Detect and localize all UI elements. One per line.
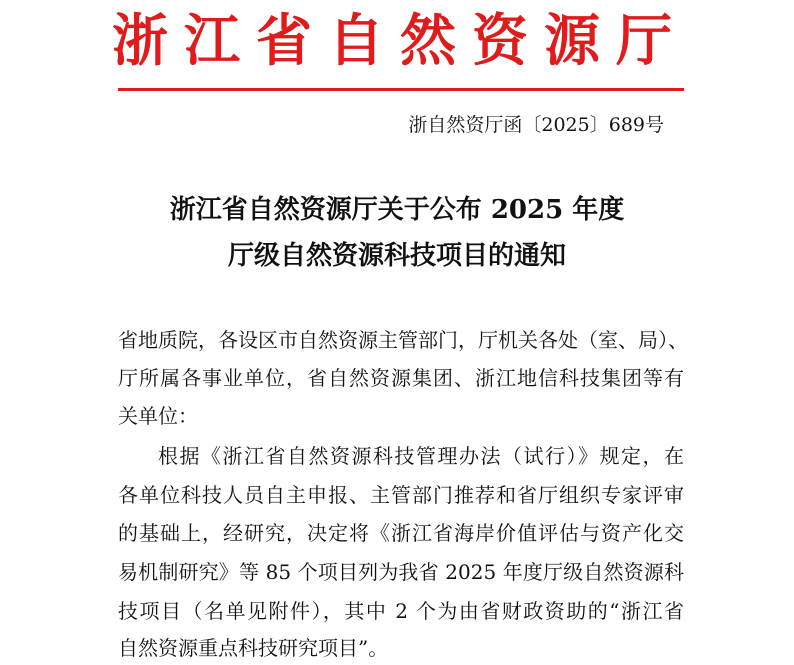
body-paragraph-line: 的基础上，经研究，决定将《浙江省海岸价值评估与资产化交: [118, 521, 684, 545]
red-divider-line: [118, 88, 684, 91]
notice-title-line-1: 浙江省自然资源厅关于公布 2025 年度: [169, 195, 625, 225]
addressee-line: 厅所属各事业单位，省自然资源集团、浙江地信科技集团等有: [118, 366, 684, 390]
addressee-line: 关单位：: [118, 404, 198, 428]
body-paragraph-line: 各单位科技人员自主申报、主管部门推荐和省厅组织专家评审: [118, 483, 684, 507]
issuing-authority-masthead: 浙江省自然资源厅: [112, 9, 688, 74]
notice-title-line-2: 厅级自然资源科技项目的通知: [227, 241, 566, 271]
body-paragraph-line: 自然资源重点科技研究项目”。: [118, 636, 389, 660]
document-number: 浙自然资厅函〔2025〕689号: [408, 114, 664, 136]
body-paragraph-line: 技项目（名单见附件），其中 2 个为由省财政资助的“浙江省: [118, 599, 684, 623]
body-paragraph-line: 易机制研究》等 85 个项目列为我省 2025 年度厅级自然资源科: [118, 560, 684, 584]
body-paragraph-line: 根据《浙江省自然资源科技管理办法（试行）》规定，在: [158, 444, 684, 468]
addressee-line: 省地质院，各设区市自然资源主管部门，厅机关各处（室、局）、: [118, 328, 688, 352]
